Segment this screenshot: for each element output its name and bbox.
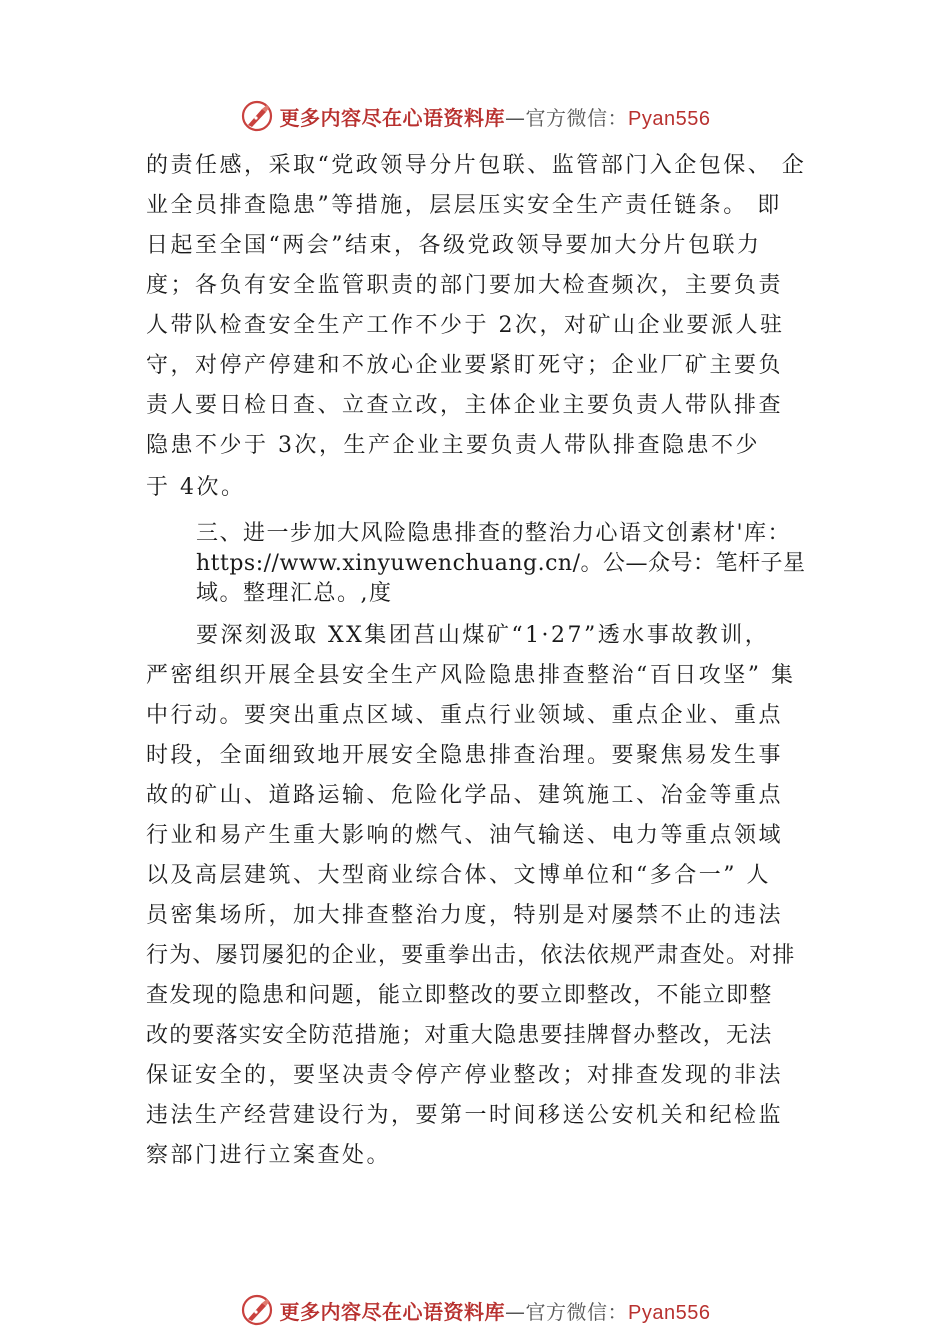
banner-separator: — — [505, 105, 526, 130]
paragraph2-line: 员密集场所，加大排查整治力度，特别是对屡禁不止的违法 — [146, 903, 784, 928]
paragraph2-line: 察部门进行立案查处。 — [146, 1143, 392, 1168]
banner-wechat-id: Pyan556 — [628, 107, 711, 130]
paragraph2-line: 以及高层建筑、大型商业综合体、文博单位和“多合一” 人 — [146, 863, 771, 888]
banner-site-name: 更多内容尽在心语资料库 — [279, 105, 506, 130]
paragraph1-line: 日起至全国“两会”结束，各级党政领导要加大分片包联力 — [146, 233, 762, 258]
paragraph2-line: 保证安全的，要坚决责令停产停业整改；对排查发现的非法 — [146, 1063, 784, 1088]
banner-separator: — — [505, 1299, 526, 1324]
paragraph2-line: 查发现的隐患和问题，能立即整改的要立即整改，不能立即整 — [146, 983, 773, 1008]
banner-wechat-label: 官方微信： — [525, 105, 629, 130]
paragraph1-line: 守，对停产停建和不放心企业要紧盯死守；企业厂矿主要负 — [146, 353, 784, 378]
paragraph1-line: 于 4次。 — [146, 475, 246, 500]
paragraph1-line: 责人要日检日查、立查立改，主体企业主要负责人带队排查 — [146, 393, 784, 418]
paragraph1-line: 人带队检查安全生产工作不少于 2次，对矿山企业要派人驻 — [146, 313, 785, 338]
paragraph2-line: 改的要落实安全防范措施；对重大隐患要挂牌督办整改，无法 — [146, 1023, 773, 1048]
section-heading-line: 域。整理汇总。,度 — [196, 581, 393, 606]
header-banner — [0, 96, 950, 136]
pen-nib-logo-icon — [240, 99, 274, 133]
paragraph2-line: 严密组织开展全县安全生产风险隐患排查整治“百日攻坚” 集 — [146, 663, 796, 688]
paragraph1-line: 业全员排查隐患”等措施，层层压实安全生产责任链条。 即 — [146, 193, 782, 218]
pen-nib-logo-icon — [240, 1293, 274, 1327]
banner-site-name: 更多内容尽在心语资料库 — [279, 1299, 506, 1324]
banner-wechat-label: 官方微信： — [525, 1299, 629, 1324]
paragraph2-line: 行业和易产生重大影响的燃气、油气输送、电力等重点领域 — [146, 823, 784, 848]
paragraph2-line: 行为、屡罚屡犯的企业，要重拳出击，依法依规严肃查处。对排 — [146, 943, 796, 968]
section-heading-line: https://www.xinyuwenchuang.cn/。公—众号：笔杆子星 — [196, 551, 806, 576]
paragraph1-line: 的责任感，采取“党政领导分片包联、监管部门入企包保、 企 — [146, 153, 807, 178]
paragraph2-line: 时段，全面细致地开展安全隐患排查治理。要聚焦易发生事 — [146, 743, 784, 768]
banner-wechat-id: Pyan556 — [628, 1301, 711, 1324]
paragraph1-line: 隐患不少于 3次，生产企业主要负责人带队排查隐患不少 — [146, 433, 760, 458]
paragraph2-line: 违法生产经营建设行为，要第一时间移送公安机关和纪检监 — [146, 1103, 784, 1128]
footer-banner — [0, 1290, 950, 1330]
paragraph1-line: 度；各负有安全监管职责的部门要加大检查频次，主要负责 — [146, 273, 784, 298]
paragraph2-line: 中行动。要突出重点区域、重点行业领域、重点企业、重点 — [146, 703, 784, 728]
paragraph2-line: 要深刻汲取 XX集团莒山煤矿“1·27”透水事故教训， — [196, 623, 770, 648]
section-heading-line: 三、进一步加大风险隐患排查的整治力心语文创素材'库： — [196, 521, 792, 546]
paragraph2-line: 故的矿山、道路运输、危险化学品、建筑施工、冶金等重点 — [146, 783, 784, 808]
